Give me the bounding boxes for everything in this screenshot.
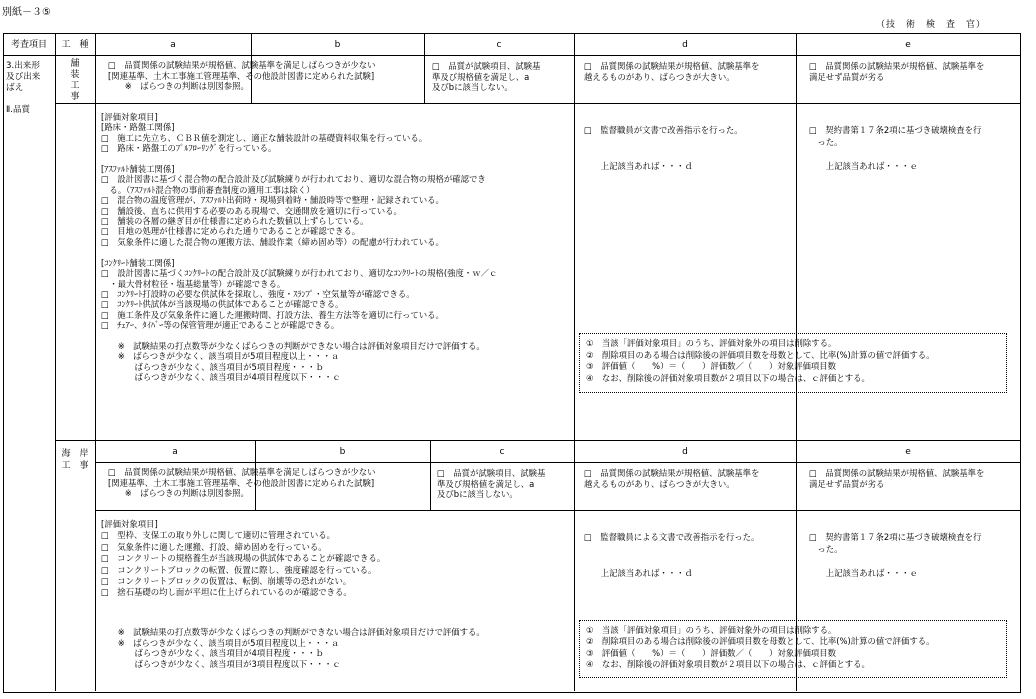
coastal-header-c: c — [499, 447, 505, 457]
coastal-header-a: a — [172, 447, 178, 457]
header-item: 考査項目 — [10, 40, 47, 50]
header-a: a — [170, 40, 176, 50]
paving-e-note: □ 契約書第１７条2項に基づき破壊検査を行 った。 上記該当あれば・・・ｅ — [809, 125, 982, 171]
item-name: 3.出来形 及び出来 ばえ Ⅱ.品質 — [6, 61, 41, 115]
inspector-label: （技 術 検 査 官） — [876, 20, 987, 30]
header-type: 工 種 — [61, 40, 89, 50]
type-coastal: 海 岸 工 事 — [61, 449, 89, 471]
paving-d-criteria: □ 品質関係の試験結果が規格値、試験基準を 越えるものがあり、ばらつきが大きい。 — [584, 61, 760, 82]
coastal-c-criteria: □ 品質が試験項目、試験基 準及び規格値を満足し、a 及びbに該当しない。 — [437, 468, 546, 500]
coastal-a-criteria: □ 品質関係の試験結果が規格値、試験基準を満足しばらつきが少ない [関連基準、土木工事施工管理基準、その他設計図書に定められた試験] ※ ばらつきの判断は別図参照。 — [108, 467, 376, 499]
header-d: d — [682, 40, 688, 50]
paving-c-criteria: □ 品質が試験項目、試験基 準及び規格値を満足し、a 及びbに該当しない。 — [432, 61, 541, 93]
paving-e-criteria: □ 品質関係の試験結果が規格値、試験基準を 満足せず品質が劣る — [809, 61, 985, 82]
coastal-d-note: □ 監督職員による文書で改善指示を行った。 上記該当あれば・・・ｄ — [584, 532, 760, 578]
coastal-header-b: b — [339, 447, 346, 457]
paving-d-note: □ 監督職員が文書で改善指示を行った。 上記該当あれば・・・ｄ — [584, 125, 743, 171]
type-paving: 舗 装 工 事 — [70, 59, 80, 102]
header-divider — [3, 55, 1020, 56]
header-b: b — [334, 40, 341, 50]
coastal-evaluation-items: [評価対象項目] □ 型枠、支保工の取り外しに関して適切に管理されている。 □ 気象条件に適した運搬、打設、締め固めを行っている。 □ コンクリートの規格養生が当該現場の供試体であることが確認できる。 □ コンクリートブロックの転置、仮置に際し、強度確認を行っている。 □ コンクリートブロックの仮置は、転倒、崩壊等の恐れがない。 □ 捨石基礎の均し面が平坦に仕上げられているのが確認できる。 — [101, 519, 386, 598]
coastal-e-note: □ 契約書第１７条2項に基づき破壊検査を行 った。 上記該当あれば・・・ｅ — [809, 532, 982, 578]
paving-notes-box: ① 当該「評価対象項目」のうち、評価対象外の項目は削除する。 ② 削除項目のある場合は削除後の評価項目数を母数として、比率(%)計算の値で評価する。 ③ 評価値（ %）＝（ ）評価数／（ ）対象評価項目数 ④ なお、削除後の評価対象項目数が２項目以下の場合は、ｃ評価とする。 — [579, 333, 1007, 393]
coastal-d-criteria: □ 品質関係の試験結果が規格値、試験基準を 越えるものがあり、ばらつきが大きい。 — [584, 468, 760, 489]
coastal-notes-box: ① 当該「評価対象項目」のうち、評価対象外の項目は削除する。 ② 削除項目のある場合は削除後の評価項目数を母数として、比率(%)計算の値で評価する。 ③ 評価値（ %）＝（ ）評価数／（ ）対象評価項目数 ④ なお、削除後の評価対象項目数が２項目以下の場合は、ｃ評価とする。 — [579, 620, 1007, 678]
coastal-e-criteria: □ 品質関係の試験結果が規格値、試験基準を 満足せず品質が劣る — [809, 468, 985, 489]
paving-evaluation-items: [評価対象項目] [路床・路盤工関係] □ 施工に先立ち、ＣＢＲ値を測定し、適正な舗装設計の基礎資料収集を行っている。 □ 路床・路盤工のﾌﾟﾙﾌﾛｰﾘﾝｸﾞを行っている。 [ｱｽﾌｧﾙﾄ舗装工関係] □ 設計図書に基づく混合物の配合設計及び試験練りが行われており、適切な混合物の規格が確認でき る。（ｱｽﾌｧﾙﾄ混合物の事前審査制度の適用工事は除く） □ 混合物の温度管理が、ｱｽﾌｧﾙﾄ出荷時・現場到着時・舗設時等で整理・記録されている。 □ 舗設後、直ちに供用する必要のある現場で、交通開放を適切に行っている。 □ 舗装の各層の継ぎ目が仕様書に定められた数値以上ずらしている。 □ 目地の処理が仕様書に定められた通りであることが確認できる。 □ 気象条件に適した混合物の運搬方法、舗設作業（締め固め等）の配慮が行われている。 [ｺﾝｸﾘｰﾄ舗装工関係] □ 設計図書に基づくｺﾝｸﾘｰﾄの配合設計及び試験練りが行われており、適切なｺﾝｸﾘｰﾄの規格(強度・ｗ／ｃ ・最大骨材粒径・塩基総量等）が確認できる。 □ ｺﾝｸﾘｰﾄ打設時の必要な供試体を採取し、強度・ｽﾗﾝﾌﾟ・空気量等が確認できる。 □ ｺﾝｸﾘｰﾄ供試体が当該現場の供試体であることが確認できる。 □ 施工条件及び気象条件に適した運搬時間、打設方法、養生方法等を適切に行っている。 □ ﾁｪｱｰ、ﾀｲﾊﾞｰ等の保管管理が適正であることが確認できる。 ※ 試験結果の打点数等が少なくばらつきの判断ができない場合は評価対象項目だけで評価する。 ※ ばらつきが少なく、該当項目が5項目程度以上・・・ａ ばらつきが少なく、該当項目が5項目程度・・・ｂ ばらつきが少なく、該当項目が4項目程度以下・・・ｃ — [101, 112, 498, 383]
header-c: c — [496, 40, 502, 50]
coastal-header-d: d — [682, 447, 688, 457]
document-label: 別紙－３⑤ — [2, 7, 51, 18]
paving-a-criteria: □ 品質関係の試験結果が規格値、試験基準を満足しばらつきが少ない [関連基準、土木工事施工管理基準、その他設計図書に定められた試験] ※ ばらつきの判断は別図参照。 — [108, 60, 376, 92]
coastal-evaluation-notes: ※ 試験結果の打点数等が少なくばらつきの判断ができない場合は評価対象項目だけで評価する。 ※ ばらつきが少なく、該当項目が5項目程度以上・・・ａ ばらつきが少なく、該当項目が4項目程度・・・ｂ ばらつきが少なく、該当項目が3項目程度以下・・・ｃ — [117, 627, 485, 669]
header-e: e — [905, 40, 911, 50]
coastal-header-e: e — [905, 447, 911, 457]
